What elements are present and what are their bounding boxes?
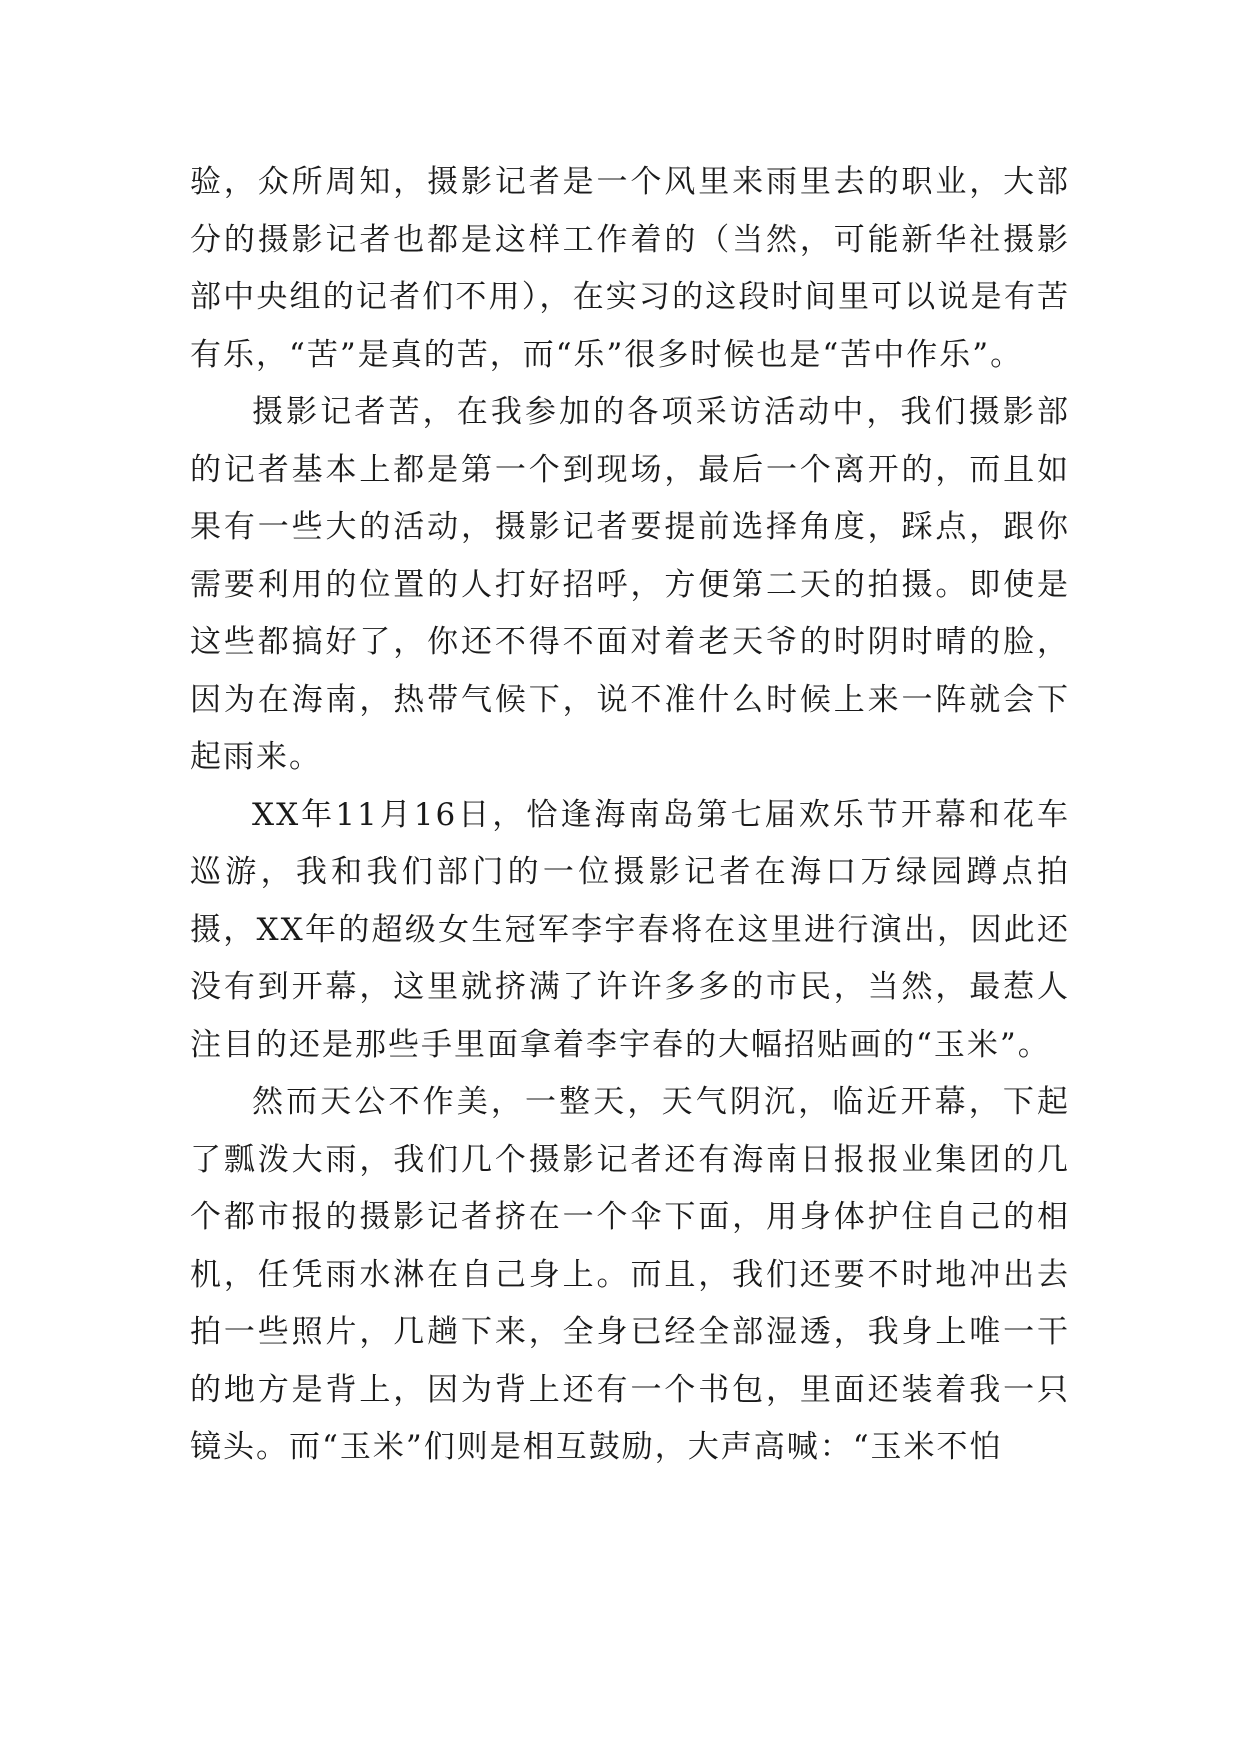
body-text bbox=[190, 154, 1070, 1477]
paragraph-4: 然而天公不作美，一整天，天气阴沉，临近开幕，下起了瓢泼大雨，我们几个摄影记者还有海南日报报业集团的几个都市报的摄影记者挤在一个伞下面，用身体护住自己的相机，任凭雨水淋在自己身上。而且，我们还要不时地冲出去拍一些照片，几趟下来，全身已经全部湿透，我身上唯一干的地方是背上，因为背上还有一个书包，里面还装着我一只镜头。而“玉米”们则是相互鼓励，大声高喊：“玉米不怕 bbox=[190, 1084, 1070, 1465]
paragraph-3: XX年11月16日，恰逢海南岛第七届欢乐节开幕和花车巡游，我和我们部门的一位摄影记者在海口万绿园蹲点拍摄，XX年的超级女生冠军李宇春将在这里进行演出，因此还没有到开幕，这里就挤满了许许多多的市民，当然，最惹人注目的还是那些手里面拿着李宇春的大幅招贴画的“玉米”。 bbox=[190, 796, 1070, 1063]
paragraph-2: 摄影记者苦，在我参加的各项采访活动中，我们摄影部的记者基本上都是第一个到现场，最后一个离开的，而且如果有一些大的活动，摄影记者要提前选择角度，踩点，跟你需要利用的位置的人打好招呼，方便第二天的拍摄。即使是这些都搞好了，你还不得不面对着老天爷的时阴时晴的脸，因为在海南，热带气候下，说不准什么时候上来一阵就会下起雨来。 bbox=[190, 394, 1070, 775]
paragraph-1: 验，众所周知，摄影记者是一个风里来雨里去的职业，大部分的摄影记者也都是这样工作着的（当然，可能新华社摄影部中央组的记者们不用），在实习的这段时间里可以说是有苦有乐，“苦”是真的苦，而“乐”很多时候也是“苦中作乐”。 bbox=[190, 164, 1070, 373]
